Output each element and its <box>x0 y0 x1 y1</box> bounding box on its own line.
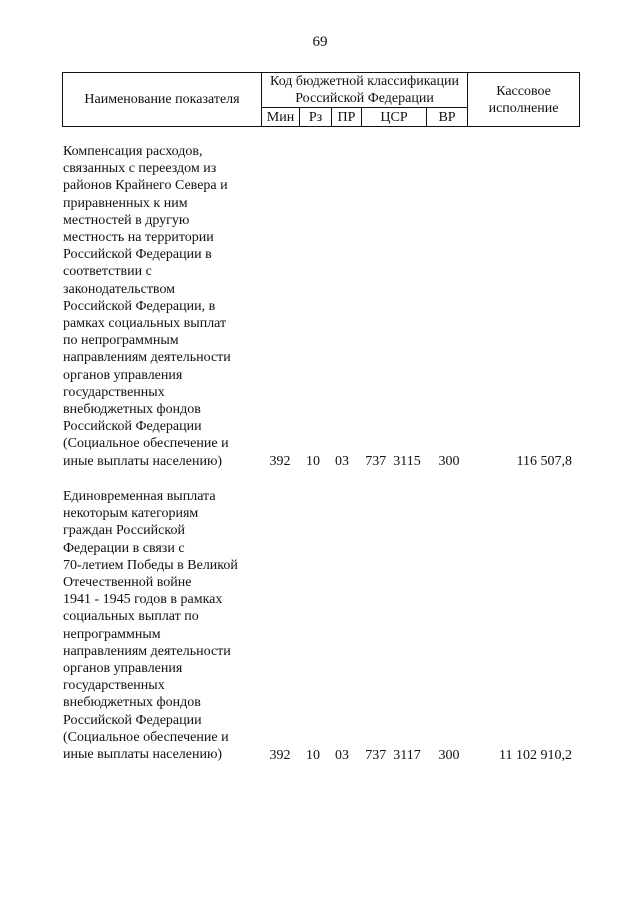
row-1-name <box>63 143 263 470</box>
row-2-name-line: Федерации в связи с <box>63 540 185 556</box>
row-1-pr: 03 <box>335 454 349 469</box>
row-1-name-line: (Социальное обеспечение и <box>63 436 229 452</box>
row-2-name-line: Российской Федерации <box>63 712 202 728</box>
row-1-name-line: рамках социальных выплат <box>63 316 227 332</box>
row-2-rz: 10 <box>306 748 320 763</box>
column-header-min: Мин <box>262 108 300 127</box>
row-2-name-line: органов управления <box>63 661 183 677</box>
row-2-vr: 300 <box>438 748 460 763</box>
row-1-name-line: соответствии с <box>63 264 152 280</box>
table-header <box>62 72 580 127</box>
row-1-csr: 737 3115 <box>365 454 421 469</box>
column-header-name: Наименование показателя <box>63 73 262 127</box>
column-header-code-group: Код бюджетной классификации Российской Федерации <box>262 73 468 108</box>
row-1-name-line: Российской Федерации в <box>63 247 212 263</box>
row-2-name-line: (Социальное обеспечение и <box>63 729 229 745</box>
row-2-name-line: государственных <box>63 678 165 694</box>
row-1-name-line: Компенсация расходов, <box>63 144 203 159</box>
row-2-name-line: 70-летием Победы в Великой <box>63 557 238 573</box>
column-header-rz: Рз <box>300 108 332 127</box>
row-1-name-line: по непрограммным <box>63 333 179 349</box>
row-2-min: 392 <box>269 748 291 763</box>
row-2-name-line: 1941 - 1945 годов в рамках <box>63 592 223 608</box>
row-1-min: 392 <box>269 454 291 469</box>
row-2-name-line: некоторым категориям <box>63 506 199 522</box>
row-1-name-line: местностей в другую <box>63 212 190 228</box>
row-1-name-line: местность на территории <box>63 230 214 246</box>
row-1-name-line: связанных с переездом из <box>63 161 217 177</box>
row-1-name-line: приравненных к ним <box>63 195 188 211</box>
row-1-amount: 116 507,8 <box>516 454 572 469</box>
row-1-name-line: районов Крайнего Севера и <box>63 178 228 194</box>
row-2-name-line: Отечественной войне <box>63 575 192 591</box>
row-2-name-line: Единовременная выплата <box>63 489 216 504</box>
row-1-name-line: направлениям деятельности <box>63 350 231 366</box>
row-1-name-line: Российской Федерации <box>63 419 202 435</box>
row-1-name-line: иные выплаты населению) <box>63 453 223 469</box>
row-2-name-line: непрограммным <box>63 626 161 642</box>
column-header-vr: ВР <box>427 108 468 127</box>
page-number: 69 <box>312 34 328 50</box>
row-1-vr: 300 <box>438 454 460 469</box>
row-1-rz: 10 <box>306 454 320 469</box>
column-header-csr: ЦСР <box>362 108 427 127</box>
row-1-name-line: органов управления <box>63 367 183 383</box>
row-1-name-line: Российской Федерации, в <box>63 298 216 314</box>
row-2-name-line: иные выплаты населению) <box>63 747 223 763</box>
row-1-name-line: государственных <box>63 384 165 400</box>
column-header-amount: Кассовое исполнение <box>468 73 580 127</box>
row-2-name-line: социальных выплат по <box>63 609 199 625</box>
row-2-name-line: направлениям деятельности <box>63 643 231 659</box>
row-1-name-line: внебюджетных фондов <box>63 402 201 418</box>
row-2-name-line: граждан Российской <box>63 523 185 539</box>
row-2-name <box>63 488 263 763</box>
row-2-amount: 11 102 910,2 <box>499 748 572 763</box>
row-2-csr: 737 3117 <box>365 748 421 763</box>
row-2-pr: 03 <box>335 748 349 763</box>
row-1-name-line: законодательством <box>63 281 176 297</box>
column-header-pr: ПР <box>332 108 362 127</box>
row-2-name-line: внебюджетных фондов <box>63 695 201 711</box>
